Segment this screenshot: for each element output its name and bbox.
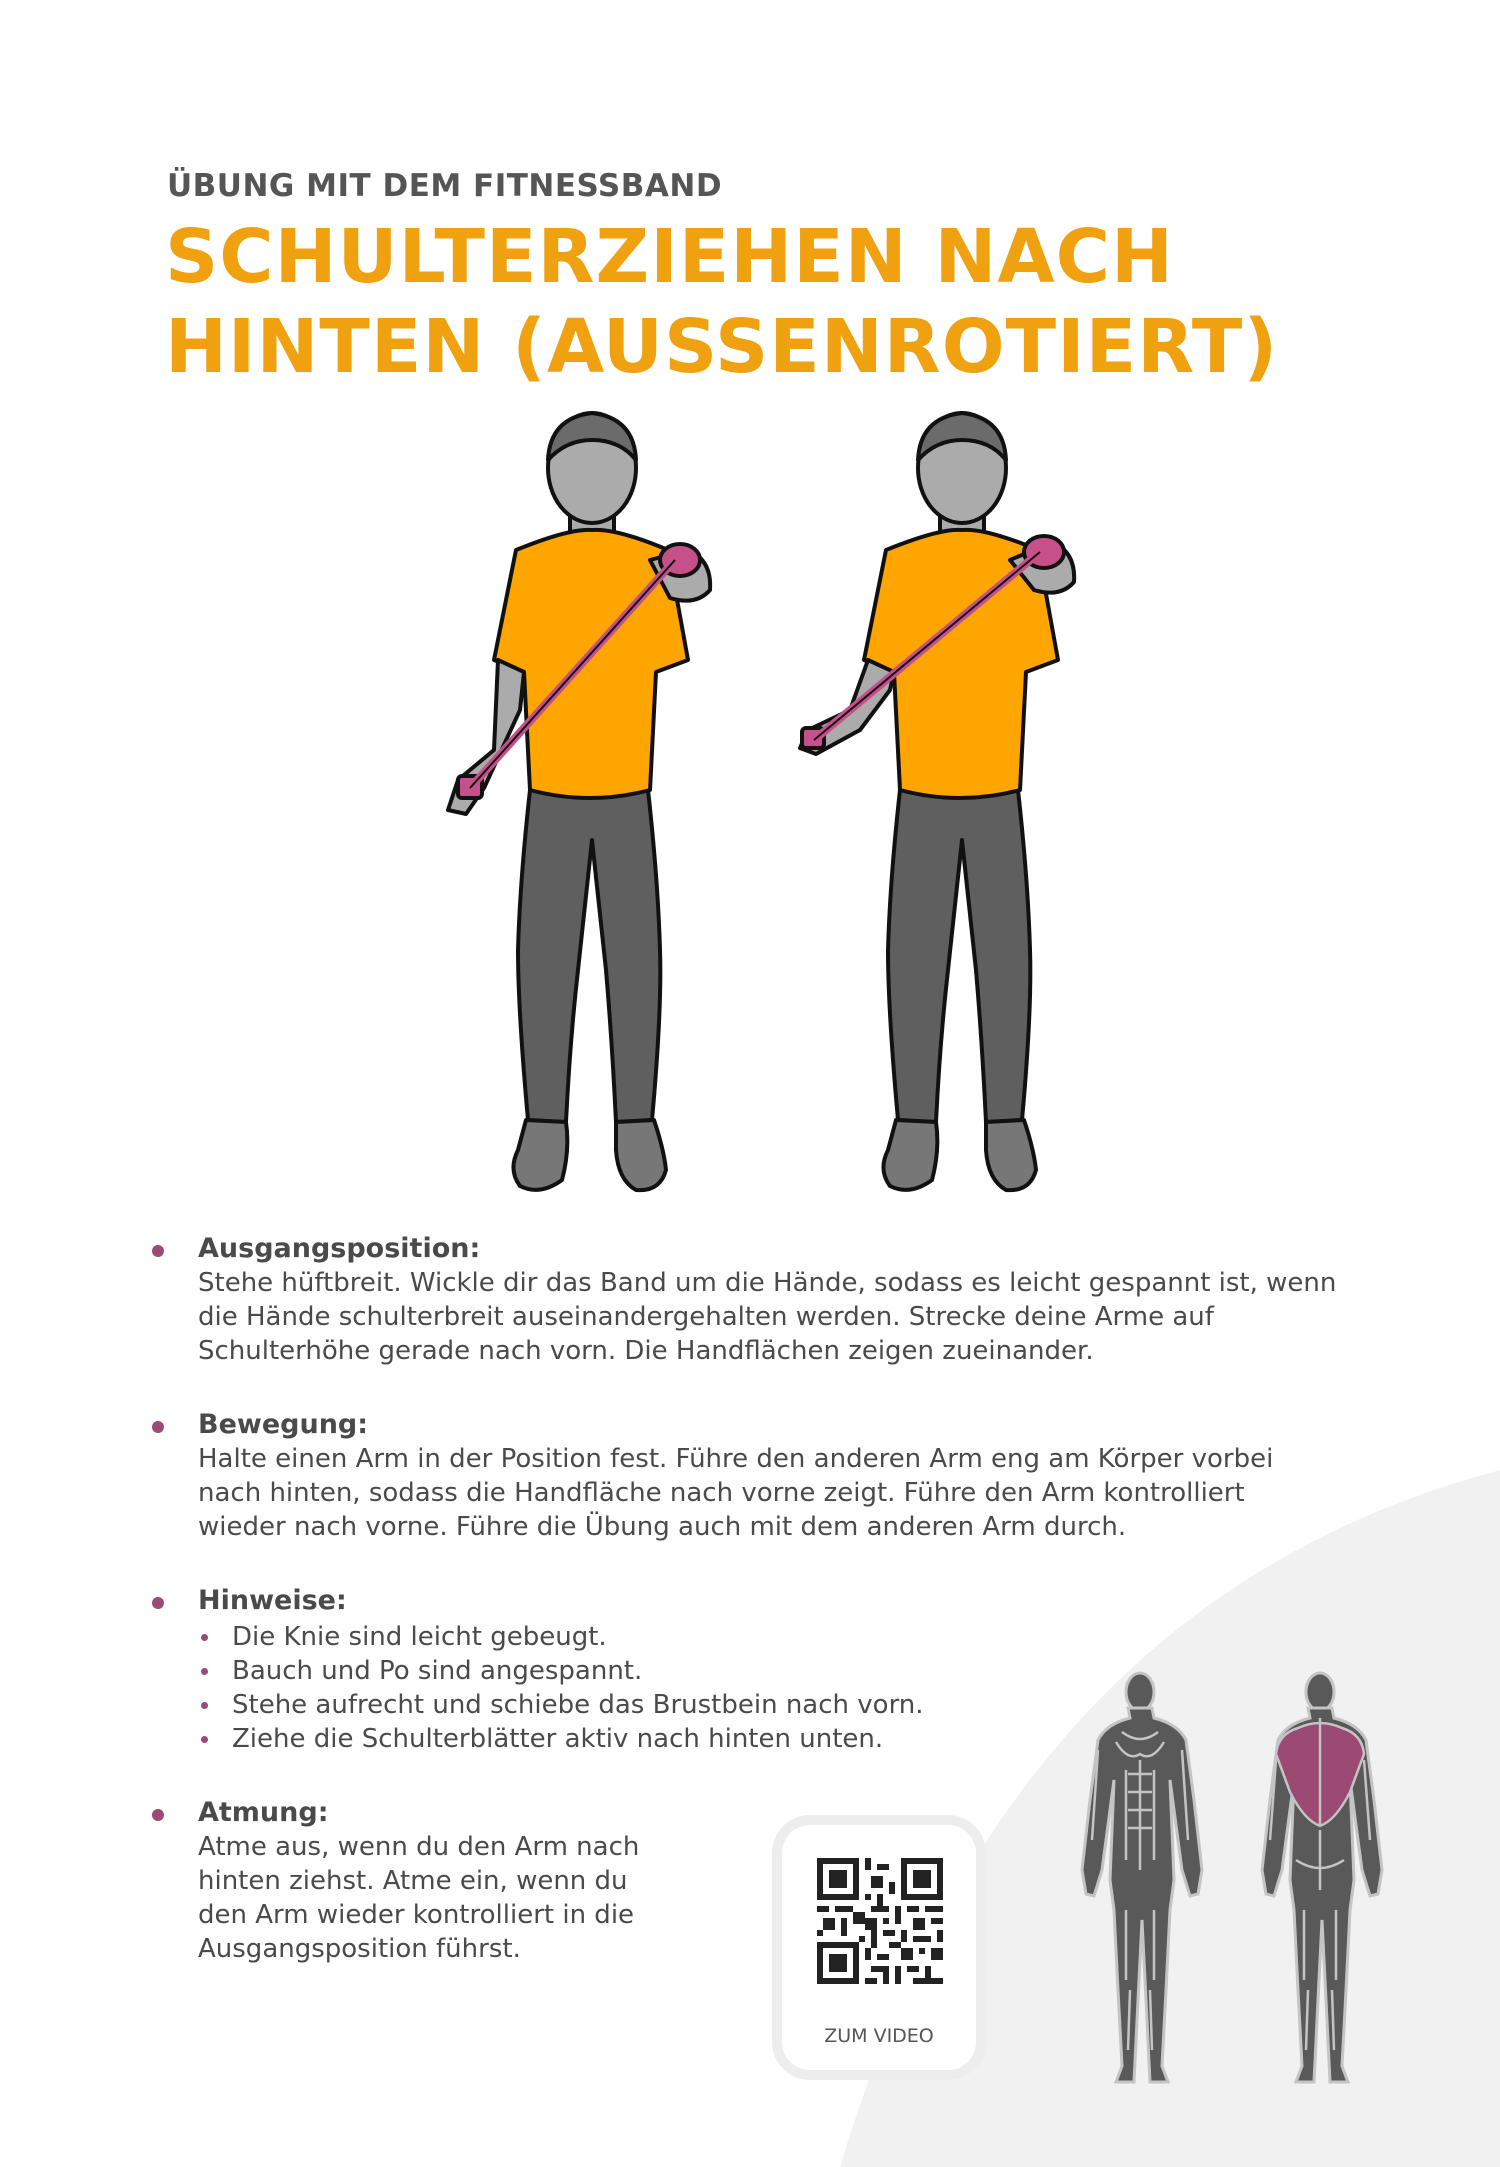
list-item: Ziehe die Schulterblätter aktiv nach hinten unten. bbox=[198, 1722, 1365, 1756]
list-item: Bauch und Po sind angespannt. bbox=[198, 1654, 1365, 1688]
bullet-icon bbox=[201, 1668, 208, 1675]
bullet-icon bbox=[152, 1809, 164, 1821]
section-text: Stehe hüftbreit. Wickle dir das Band um die Hände, sodass es leicht gespannt ist, wenn die Hände schulterbreit auseinandergehalten werden. Strecke deine Arme auf Schulterhöhe gerade nach vorn. Die Handflächen zeigen zueinander. bbox=[198, 1268, 1337, 1366]
section-starting-position bbox=[145, 1232, 1365, 1368]
section-heading: Atmung: bbox=[198, 1797, 329, 1828]
muscle-diagram bbox=[1070, 1670, 1410, 2100]
section-heading: Bewegung: bbox=[198, 1409, 369, 1440]
bullet-icon bbox=[152, 1421, 164, 1433]
bullet-icon bbox=[152, 1597, 164, 1609]
video-qr-link[interactable] bbox=[782, 1825, 976, 2070]
bullet-icon bbox=[201, 1702, 208, 1709]
section-heading: Ausgangsposition: bbox=[198, 1233, 481, 1264]
section-movement bbox=[145, 1408, 1365, 1544]
muscle-front-view bbox=[1082, 1673, 1202, 2082]
section-heading: Hinweise: bbox=[198, 1585, 347, 1616]
qr-label: ZUM VIDEO bbox=[824, 2025, 934, 2047]
section-text: Atme aus, wenn du den Arm nach hinten ziehst. Atme ein, wenn du den Arm wieder kontrolliert in die Ausgangsposition führst. bbox=[198, 1832, 640, 1964]
list-item: Stehe aufrecht und schiebe das Brustbein nach vorn. bbox=[198, 1688, 1365, 1722]
page-title: SCHULTERZIEHEN NACH HINTEN (AUSSENROTIERT) bbox=[165, 214, 1279, 390]
qr-code-icon bbox=[817, 1853, 943, 1989]
figure-start-position bbox=[448, 413, 710, 1190]
exercise-illustration bbox=[420, 410, 1120, 1210]
bullet-icon bbox=[201, 1736, 208, 1743]
exercise-category: ÜBUNG MIT DEM FITNESSBAND bbox=[167, 168, 723, 204]
list-item: Die Knie sind leicht gebeugt. bbox=[198, 1620, 1365, 1654]
figure-end-position bbox=[800, 413, 1074, 1190]
bullet-icon bbox=[152, 1245, 164, 1257]
bullet-icon bbox=[201, 1634, 208, 1641]
section-text: Halte einen Arm in der Position fest. Führe den anderen Arm eng am Körper vorbei nach hinten, sodass die Handfläche nach vorne zeigt. Führe den Arm kontrolliert wieder nach vorne. Führe die Übung auch mit dem anderen Arm durch. bbox=[198, 1444, 1274, 1542]
muscle-back-view bbox=[1262, 1673, 1382, 2082]
